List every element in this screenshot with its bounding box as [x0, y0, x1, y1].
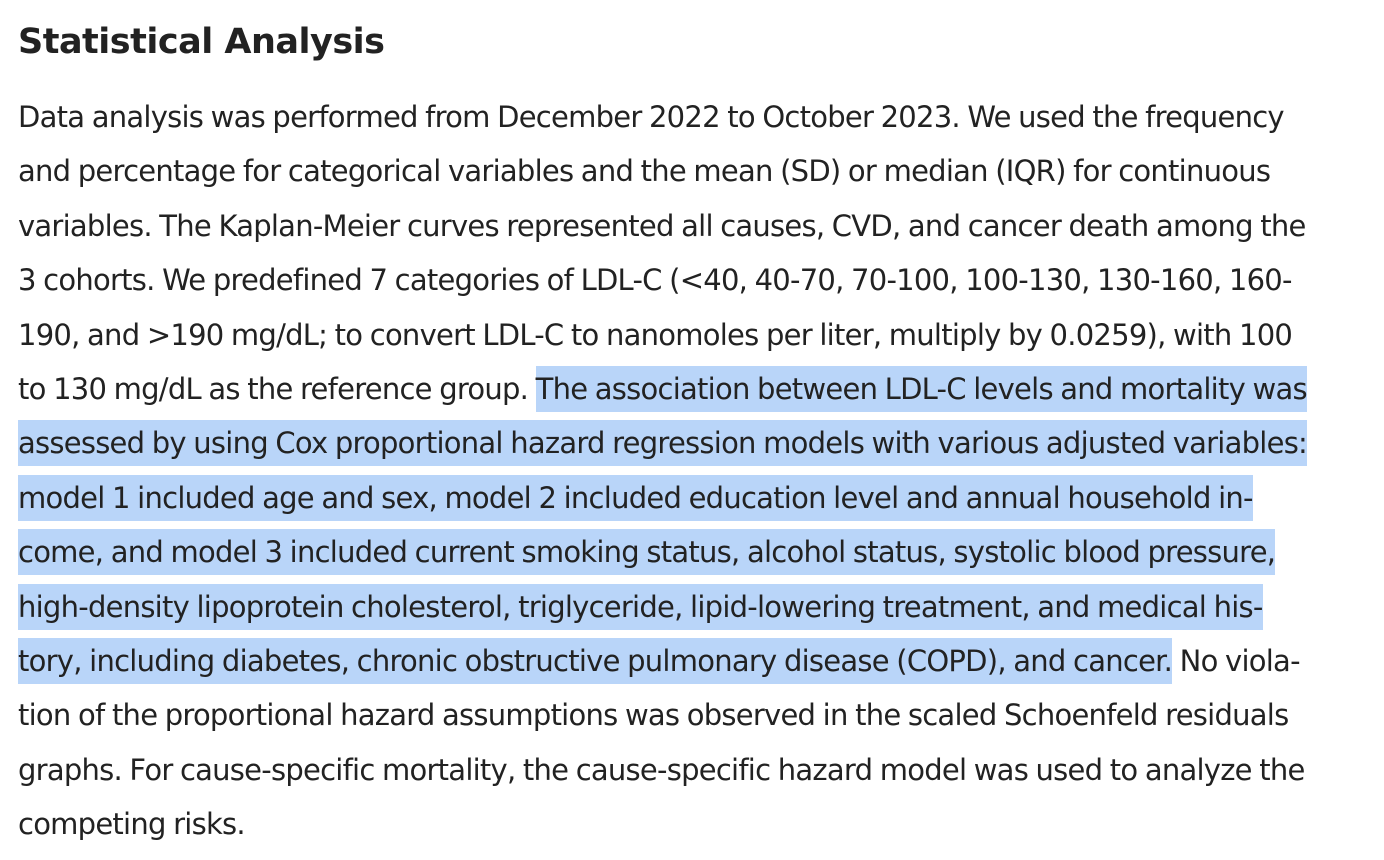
paragraph-line-1 — [18, 90, 1384, 144]
line-text: 190, and >190 mg/dL; to convert LDL-C to nanomoles per liter, multiply by 0.0259), with 100 — [18, 317, 1293, 352]
line-text: competing risks. — [18, 807, 245, 842]
paragraph-line-9 — [18, 525, 1384, 579]
selected-text[interactable]: assessed by using Cox proportional hazard regression models with various adjusted variables: — [18, 420, 1307, 466]
paragraph-line-11 — [18, 634, 1384, 688]
paragraph-line-8 — [18, 471, 1384, 525]
paragraph-line-13 — [18, 743, 1384, 797]
selected-text[interactable]: tory, including diabetes, chronic obstructive pulmonary disease (COPD), and cancer. — [18, 638, 1172, 684]
line-text: tion of the proportional hazard assumptions was observed in the scaled Schoenfeld residuals — [18, 698, 1289, 733]
selected-text[interactable]: The association between LDL-C levels and mortality was — [536, 366, 1307, 412]
paragraph-line-14 — [18, 797, 1384, 851]
paragraph-line-5 — [18, 308, 1384, 362]
line-text: to 130 mg/dL as the reference group. — [18, 371, 536, 406]
paragraph-line-3 — [18, 199, 1384, 253]
paragraph-line-6 — [18, 362, 1384, 416]
section-heading: Statistical Analysis — [18, 22, 385, 62]
line-text: graphs. For cause-specific mortality, the cause-specific hazard model was used to analyze the — [18, 752, 1305, 787]
line-text: variables. The Kaplan-Meier curves represented all causes, CVD, and cancer death among the — [18, 208, 1306, 243]
paragraph-line-2 — [18, 144, 1384, 198]
body-paragraph — [18, 90, 1384, 851]
paragraph-line-12 — [18, 688, 1384, 742]
selected-text[interactable]: high-density lipoprotein cholesterol, triglyceride, lipid-lowering treatment, and medical his- — [18, 584, 1263, 630]
selected-text[interactable]: come, and model 3 included current smoking status, alcohol status, systolic blood pressure, — [18, 529, 1275, 575]
line-text: No viola- — [1172, 643, 1300, 678]
selected-text[interactable]: model 1 included age and sex, model 2 included education level and annual household in- — [18, 475, 1253, 521]
line-text: 3 cohorts. We predefined 7 categories of LDL-C (<40, 40-70, 70-100, 100-130, 130-160, 160- — [18, 263, 1292, 298]
line-text: Data analysis was performed from December 2022 to October 2023. We used the frequency — [18, 100, 1284, 134]
line-text: and percentage for categorical variables and the mean (SD) or median (IQR) for continuous — [18, 154, 1271, 189]
paragraph-line-7 — [18, 416, 1384, 470]
paragraph-line-10 — [18, 580, 1384, 634]
paragraph-line-4 — [18, 253, 1384, 307]
